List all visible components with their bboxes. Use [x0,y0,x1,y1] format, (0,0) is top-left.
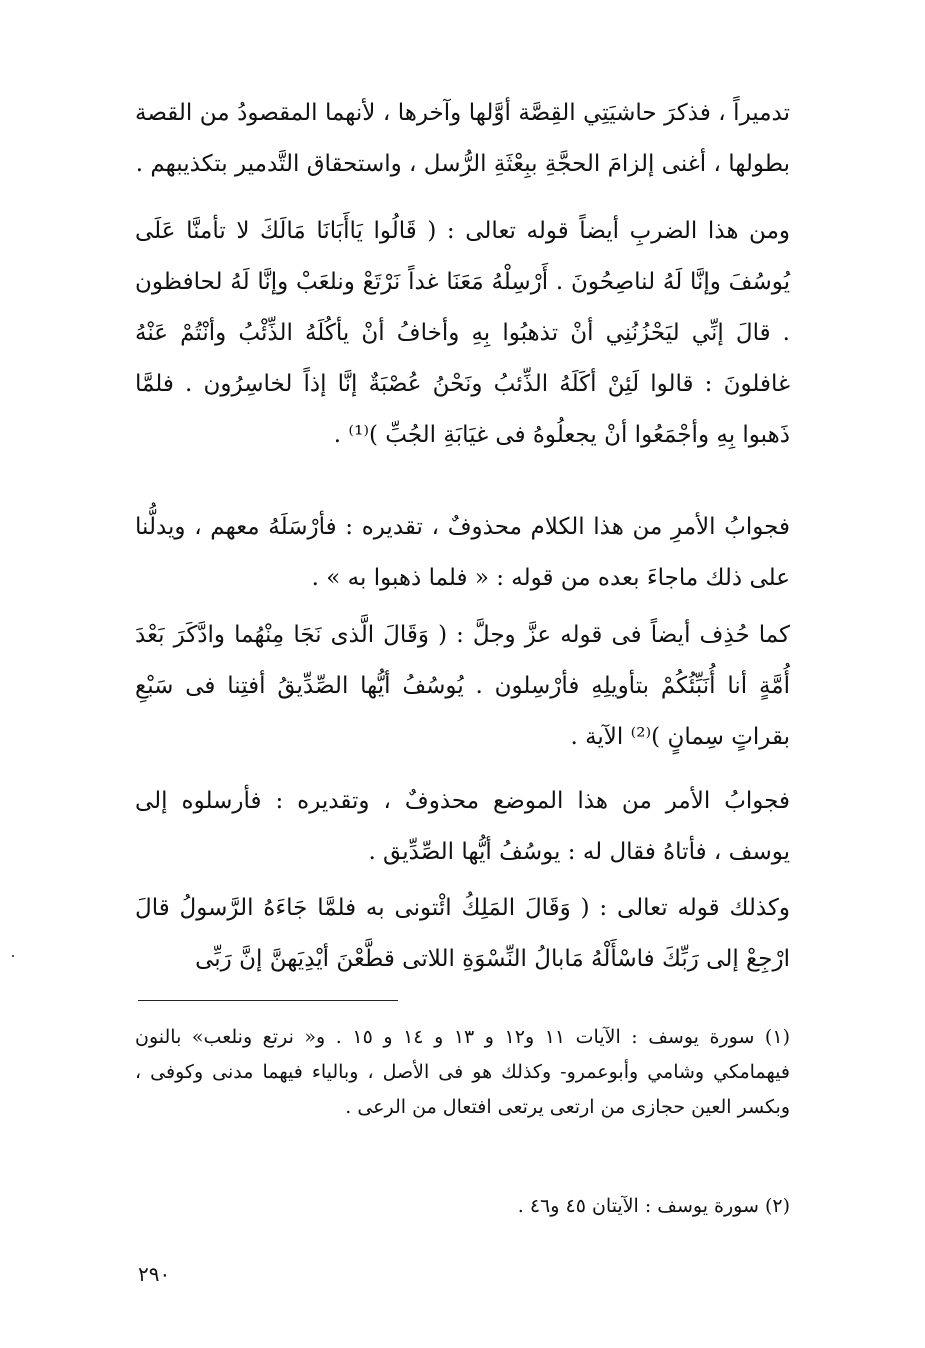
footnote-1: (١) سورة يوسف : الآيات ١١ و١٢ و ١٣ و ١٤ و ١٥ . و« نرتع ونلعب» بالنون فيهمامكي وشامي وأبوعمرو- وكذلك هو فى الأصل ، وبالياء فيهما مدنى وكوفى ، وبكسر العين حجازى من ارتعى يرتعى افتعال من الرعى . [135,1026,790,1118]
paragraph-2: ومن هذا الضربِ أيضاً قوله تعالى : ( قَالُوا يَاأَبَانَا مَالَكَ لا تأمنَّا عَلَى يُوسُفَ وإنَّا لَهُ لناصِحُونَ . أَرْسِلْهُ مَعَنَا غداً نَرْتَعْ ونلعَبْ وإنَّا لَهُ لحافظون . قالَ إنِّي ليَحْزُنُنِي أنْ تذهبُوا بِهِ وأخافُ أنْ يأكُلَهُ الذِّئْبُ وأنْتُمْ عَنْهُ غافلونَ : قالوا لَئِنْ أكَلَهُ الذِّئبُ ونَحْنُ عُصْبَةٌ إنَّا إذاً لخاسِرُون . فلمَّا ذَهبوا بِهِ وأجْمَعُوا أنْ يجعلُوهُ فى غيَابَةِ الجُبِّ )⁽¹⁾ . [135,218,790,448]
page-number: ٢٩٠ [138,1262,171,1286]
footnote-separator [138,1000,398,1001]
scan-edge-mark [12,955,14,957]
paragraph-5: فجوابُ الأمر من هذا الموضع محذوفٌ ، وتقديره : فأرسلوه إلى يوسف ، فأتاهُ فقال له : يوسُفُ أيُّها الصِّدِّيق . [135,788,790,865]
paragraph-4: كما حُذِف أيضاً فى قوله عزَّ وجلَّ : ( وَقَالَ الَّذى نَجَا مِنْهُما وادَّكَرَ بَعْدَ أُمَّةٍ أنا أُنَبِّئُكُمْ بتأويلِهِ فأرْسِلون . يُوسُفُ أيُّها الصِّدِّيقُ أفتِنا فى سَبْعِ بقراتٍ سِمانٍ )⁽²⁾ الآية . [135,622,790,750]
paragraph-6: وكذلك قوله تعالى : ( وَقَالَ المَلِكُ ائْتونى به فلمَّا جَاءَهُ الرَّسولُ قالَ ارْجِعْ إلى رَبِّكَ فاسْأَلْهُ مَابالُ النِّسْوَةِ اللاتى قطَّعْنَ أيْدِيَهنَّ إنَّ رَبِّى [135,895,790,972]
footnote-2: (٢) سورة يوسف : الآيتان ٤٥ و٤٦ . [517,1195,790,1217]
paragraph-1: تدميراً ، فذكرَ حاشيَتِي القِصَّة أوَّلها وآخرها ، لأنهما المقصودُ من القصة بطولها ، أغنى إلزامَ الحجَّةِ ببِعْثَةِ الرُّسل ، واستحقاق التَّدمير بتكذيبهم . [135,100,790,177]
paragraph-3: فجوابُ الأمرِ من هذا الكلام محذوفٌ ، تقديره : فأرْسَلَهُ معهم ، ويدلُّنا على ذلك ماجاءَ بعده من قوله : « فلما ذهبوا به » . [135,514,790,591]
